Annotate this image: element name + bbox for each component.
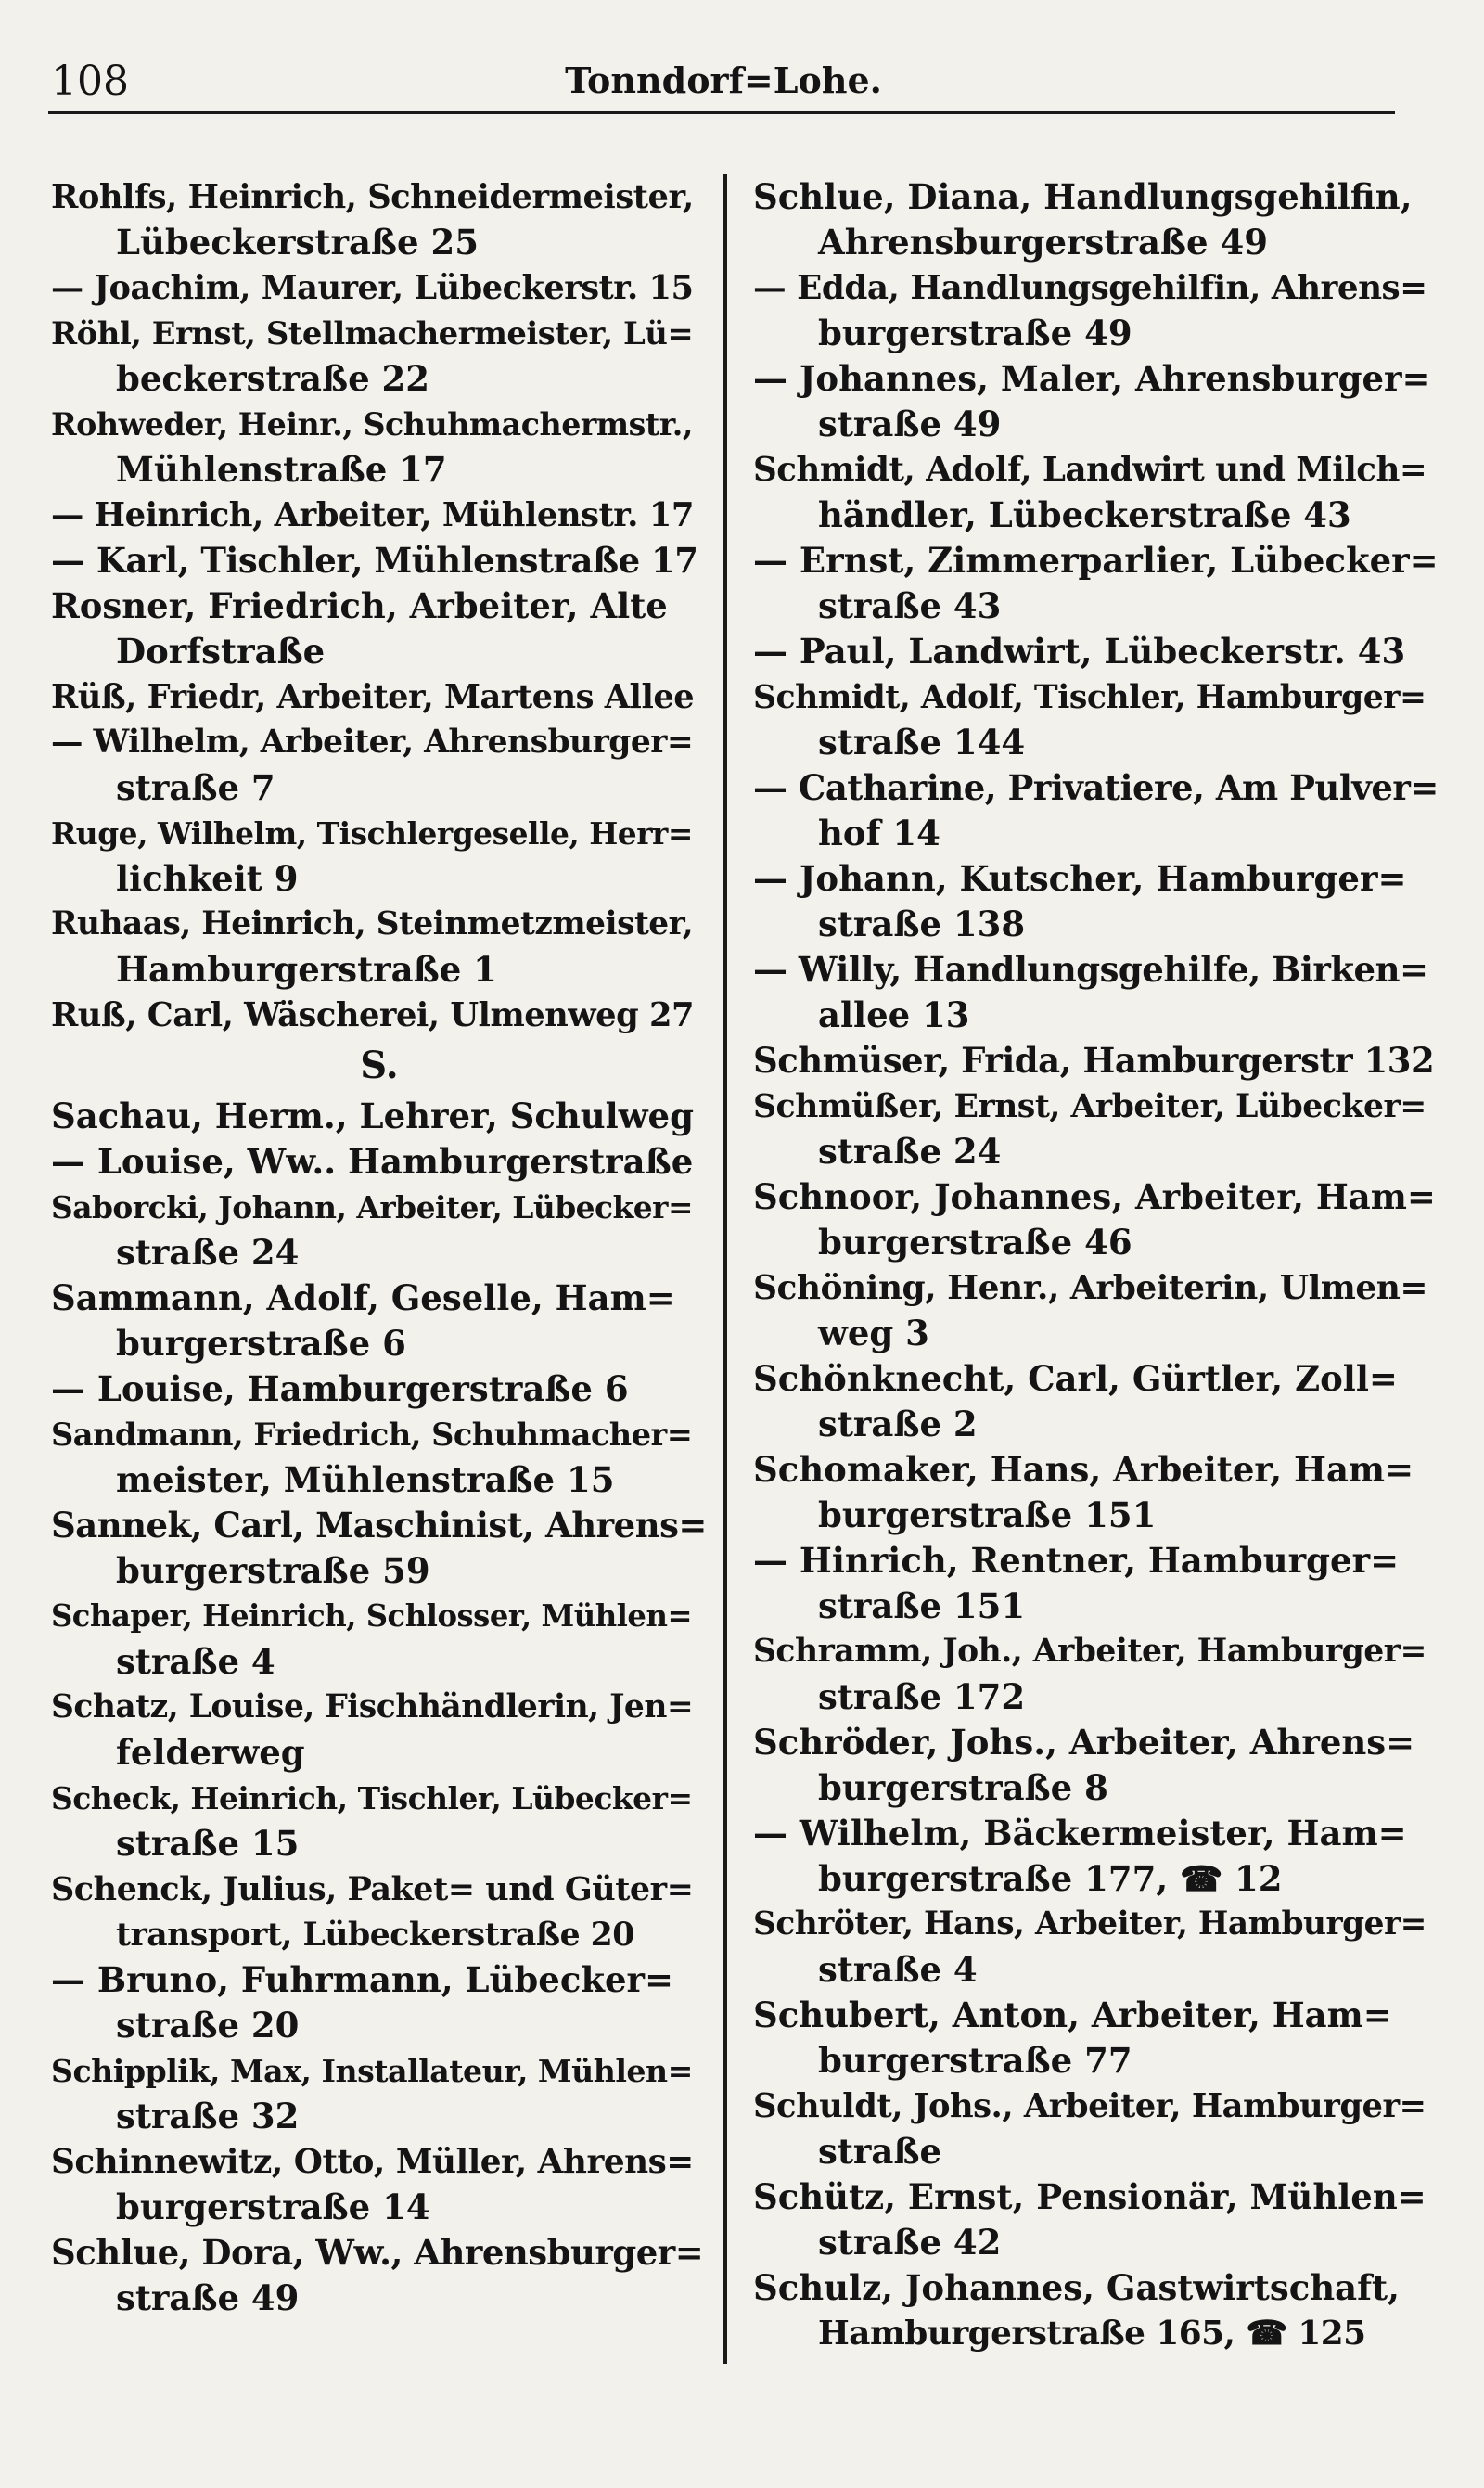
entry-line: Schinnewitz, Otto, Müller, Ahrens= [51, 2142, 694, 2181]
entry-continuation-line: Mühlenstraße 17 [116, 449, 447, 490]
entry-line: — Louise, Ww.. Hamburgerstraße [51, 1141, 694, 1182]
directory-entry [753, 447, 1441, 538]
entry-line: Schubert, Anton, Arbeiter, Ham= [753, 1994, 1392, 2035]
entry-line: — Wilhelm, Bäckermeister, Ham= [753, 1813, 1407, 1853]
entry-line: Rüß, Friedr, Arbeiter, Martens Allee [51, 678, 695, 716]
entry-line: Schütz, Ernst, Pensionär, Mühlen= [753, 2176, 1426, 2217]
entry-line: — Willy, Handlungsgehilfe, Birken= [753, 949, 1428, 990]
entry-continuation-line: lichkeit 9 [116, 858, 299, 899]
entry-line: — Bruno, Fuhrmann, Lübecker= [51, 1959, 674, 2000]
entry-line: Schulz, Johannes, Gastwirtschaft, [753, 2267, 1400, 2308]
entry-continuation-line: straße 24 [818, 1131, 1002, 1172]
entry-continuation-line: burgerstraße 46 [818, 1222, 1132, 1263]
entry-continuation-line: burgerstraße 177, ☎ 12 [818, 1858, 1283, 1899]
directory-entry [753, 1993, 1441, 2084]
entry-line: — Catharine, Privatiere, Am Pulver= [753, 767, 1439, 808]
entry-continuation-line: händler, Lübeckerstraße 43 [818, 494, 1351, 535]
entry-line: Sandmann, Friedrich, Schuhmacher= [51, 1416, 693, 1453]
entry-line: Schönknecht, Carl, Gürtler, Zoll= [753, 1358, 1398, 1399]
directory-entry [51, 1503, 708, 1594]
page-header [51, 58, 1396, 113]
directory-entry [51, 1866, 708, 1957]
directory-entry [51, 993, 708, 1038]
right-column [753, 174, 1441, 2356]
directory-entry [51, 2048, 708, 2139]
entry-continuation-line: straße 49 [116, 2277, 300, 2318]
entry-continuation-line: straße 49 [818, 404, 1002, 444]
entry-line: Schnoor, Johannes, Arbeiter, Ham= [753, 1176, 1436, 1217]
entry-continuation-line: Ahrensburgerstraße 49 [818, 222, 1268, 263]
entry-continuation-line: straße 144 [818, 722, 1026, 763]
entry-continuation-line: transport, Lübeckerstraße 20 [116, 1916, 634, 1954]
entry-continuation-line: straße [818, 2131, 942, 2172]
entry-continuation-line: straße 42 [818, 2222, 1002, 2263]
entry-line: Rohlfs, Heinrich, Schneidermeister, [51, 178, 694, 216]
entry-continuation-line: straße 2 [818, 1404, 978, 1444]
entry-continuation-line: straße 32 [116, 2096, 300, 2136]
directory-entry [753, 2174, 1441, 2265]
directory-entry [753, 1084, 1441, 1174]
entry-continuation-line: Lübeckerstraße 25 [116, 222, 479, 263]
entry-line: — Ernst, Zimmerparlier, Lübecker= [753, 540, 1439, 581]
entry-line: Schramm, Joh., Arbeiter, Hamburger= [753, 1633, 1426, 1670]
directory-entry [753, 1902, 1441, 1993]
entry-continuation-line: straße 43 [818, 585, 1002, 626]
directory-entry [51, 538, 708, 584]
entry-continuation-line: hof 14 [818, 813, 940, 853]
directory-entry [753, 538, 1441, 629]
entry-line: — Louise, Hamburgerstraße 6 [51, 1368, 629, 1409]
column-divider [723, 174, 727, 2364]
directory-entry [753, 1356, 1441, 1447]
entry-line: Schmüser, Frida, Hamburgerstr 132 [753, 1040, 1435, 1081]
entry-line: Schuldt, Johs., Arbeiter, Hamburger= [753, 2087, 1426, 2125]
entry-continuation-line: allee 13 [818, 994, 970, 1035]
entry-line: Schlue, Diana, Handlungsgehilfin, [753, 176, 1413, 217]
directory-entry [51, 1957, 708, 2048]
entry-line: — Joachim, Maurer, Lübeckerstr. 15 [51, 269, 694, 307]
directory-entry [51, 2139, 708, 2230]
entry-continuation-line: burgerstraße 77 [818, 2040, 1132, 2081]
entry-line: — Heinrich, Arbeiter, Mühlenstr. 17 [51, 496, 695, 534]
directory-entry [51, 1185, 708, 1276]
directory-entry [51, 493, 708, 538]
directory-entry [753, 1038, 1441, 1084]
entry-line: Schröter, Hans, Arbeiter, Hamburger= [753, 1905, 1426, 1943]
entry-continuation-line: straße 24 [116, 1232, 300, 1273]
entry-continuation-line: beckerstraße 22 [116, 358, 430, 399]
entry-line: Schröder, Johs., Arbeiter, Ahrens= [753, 1722, 1415, 1763]
entry-continuation-line: straße 4 [818, 1949, 978, 1990]
entry-continuation-line: burgerstraße 59 [116, 1550, 430, 1591]
directory-entry [753, 1265, 1441, 1356]
entry-line: Schmüßer, Ernst, Arbeiter, Lübecker= [753, 1087, 1426, 1125]
directory-entry [51, 1776, 708, 1866]
entry-continuation-line: burgerstraße 49 [818, 313, 1132, 353]
header-rule [48, 111, 1395, 114]
entry-continuation-line: burgerstraße 8 [818, 1767, 1108, 1808]
entry-continuation-line: straße 7 [116, 767, 275, 808]
directory-entry [753, 674, 1441, 765]
directory-entry [51, 1276, 708, 1366]
entry-continuation-line: straße 4 [116, 1641, 275, 1682]
directory-entry [51, 174, 708, 265]
directory-entry [753, 2084, 1441, 2174]
entry-continuation-line: felderweg [116, 1732, 305, 1773]
directory-entry [753, 1811, 1441, 1902]
entry-line: — Hinrich, Rentner, Hamburger= [753, 1540, 1400, 1581]
entry-line: Schöning, Henr., Arbeiterin, Ulmen= [753, 1268, 1428, 1307]
entry-continuation-line: Hamburgerstraße 165, ☎ 125 [818, 2314, 1366, 2353]
directory-entry [753, 765, 1441, 856]
directory-entry [51, 2230, 708, 2321]
entry-line: — Karl, Tischler, Mühlenstraße 17 [51, 540, 698, 581]
entry-line: Röhl, Ernst, Stellmachermeister, Lü= [51, 314, 694, 352]
directory-entry [753, 629, 1441, 674]
entry-line: Schmidt, Adolf, Landwirt und Milch= [753, 451, 1427, 489]
entry-line: Sannek, Carl, Maschinist, Ahrens= [51, 1505, 707, 1545]
section-letter: S. [360, 1044, 399, 1087]
entry-line: Rohweder, Heinr., Schuhmachermstr., [51, 406, 693, 442]
entry-continuation-line: Hamburgerstraße 1 [116, 949, 497, 990]
directory-entry [753, 947, 1441, 1038]
directory-entry [51, 902, 708, 993]
directory-entry [51, 265, 708, 311]
entry-continuation-line: straße 151 [818, 1585, 1026, 1626]
left-column [51, 174, 708, 2321]
directory-entry [51, 1594, 708, 1685]
entry-line: Sachau, Herm., Lehrer, Schulweg [51, 1096, 694, 1136]
entry-continuation-line: burgerstraße 151 [818, 1494, 1157, 1535]
entry-continuation-line: straße 20 [116, 2005, 300, 2046]
directory-entry [51, 1412, 708, 1503]
entry-line: — Johannes, Maler, Ahrensburger= [753, 358, 1431, 399]
directory-entry [753, 1720, 1441, 1811]
entry-continuation-line: burgerstraße 14 [116, 2187, 430, 2227]
entry-line: — Paul, Landwirt, Lübeckerstr. 43 [753, 631, 1406, 672]
directory-entry [753, 265, 1441, 356]
directory-entry [51, 720, 708, 811]
entry-line: Schlue, Dora, Ww., Ahrensburger= [51, 2232, 704, 2273]
entry-line: Schipplik, Max, Installateur, Mühlen= [51, 2053, 693, 2089]
entry-line: Schaper, Heinrich, Schlosser, Mühlen= [51, 1598, 692, 1634]
entry-line: — Johann, Kutscher, Hamburger= [753, 858, 1407, 899]
directory-entry [51, 311, 708, 402]
entry-continuation-line: meister, Mühlenstraße 15 [116, 1459, 615, 1500]
entry-line: Sammann, Adolf, Geselle, Ham= [51, 1277, 675, 1318]
entry-line: Schmidt, Adolf, Tischler, Hamburger= [753, 678, 1426, 716]
directory-entry [753, 1629, 1441, 1720]
directory-entry [51, 1685, 708, 1776]
entry-continuation-line: straße 172 [818, 1676, 1026, 1717]
entry-line: Schatz, Louise, Fischhändlerin, Jen= [51, 1688, 694, 1725]
running-title: Tonndorf=Lohe. [565, 59, 882, 101]
entry-line: — Wilhelm, Arbeiter, Ahrensburger= [51, 724, 694, 761]
directory-entry [51, 1094, 708, 1139]
entry-line: Rosner, Friedrich, Arbeiter, Alte [51, 585, 668, 626]
entry-line: Ruhaas, Heinrich, Steinmetzmeister, [51, 905, 694, 943]
entry-line: Ruß, Carl, Wäscherei, Ulmenweg 27 [51, 996, 695, 1034]
entry-line: Saborcki, Johann, Arbeiter, Lübecker= [51, 1189, 693, 1225]
entry-continuation-line: straße 15 [116, 1823, 300, 1864]
entry-line: Schomaker, Hans, Arbeiter, Ham= [753, 1449, 1414, 1490]
entry-line: — Edda, Handlungsgehilfin, Ahrens= [753, 268, 1427, 307]
directory-entry [753, 1447, 1441, 1538]
directory-entry [753, 174, 1441, 265]
directory-entry [753, 356, 1441, 447]
directory-entry [51, 1366, 708, 1412]
directory-entry [753, 1538, 1441, 1629]
entry-continuation-line: Dorfstraße [116, 631, 326, 672]
entry-line: Scheck, Heinrich, Tischler, Lübecker= [51, 1780, 693, 1816]
directory-entry [51, 584, 708, 674]
page-number: 108 [51, 58, 129, 105]
directory-entry [51, 811, 708, 902]
directory-entry [51, 402, 708, 493]
entry-line: Ruge, Wilhelm, Tischlergeselle, Herr= [51, 815, 693, 852]
entry-continuation-line: weg 3 [818, 1313, 929, 1353]
directory-entry [753, 1174, 1441, 1265]
directory-entry [753, 856, 1441, 947]
entry-continuation-line: straße 138 [818, 904, 1026, 944]
entry-line: Schenck, Julius, Paket= und Güter= [51, 1870, 694, 1908]
directory-entry [51, 674, 708, 720]
directory-entry [51, 1139, 708, 1185]
directory-entry [753, 2265, 1441, 2356]
entry-continuation-line: burgerstraße 6 [116, 1323, 406, 1364]
